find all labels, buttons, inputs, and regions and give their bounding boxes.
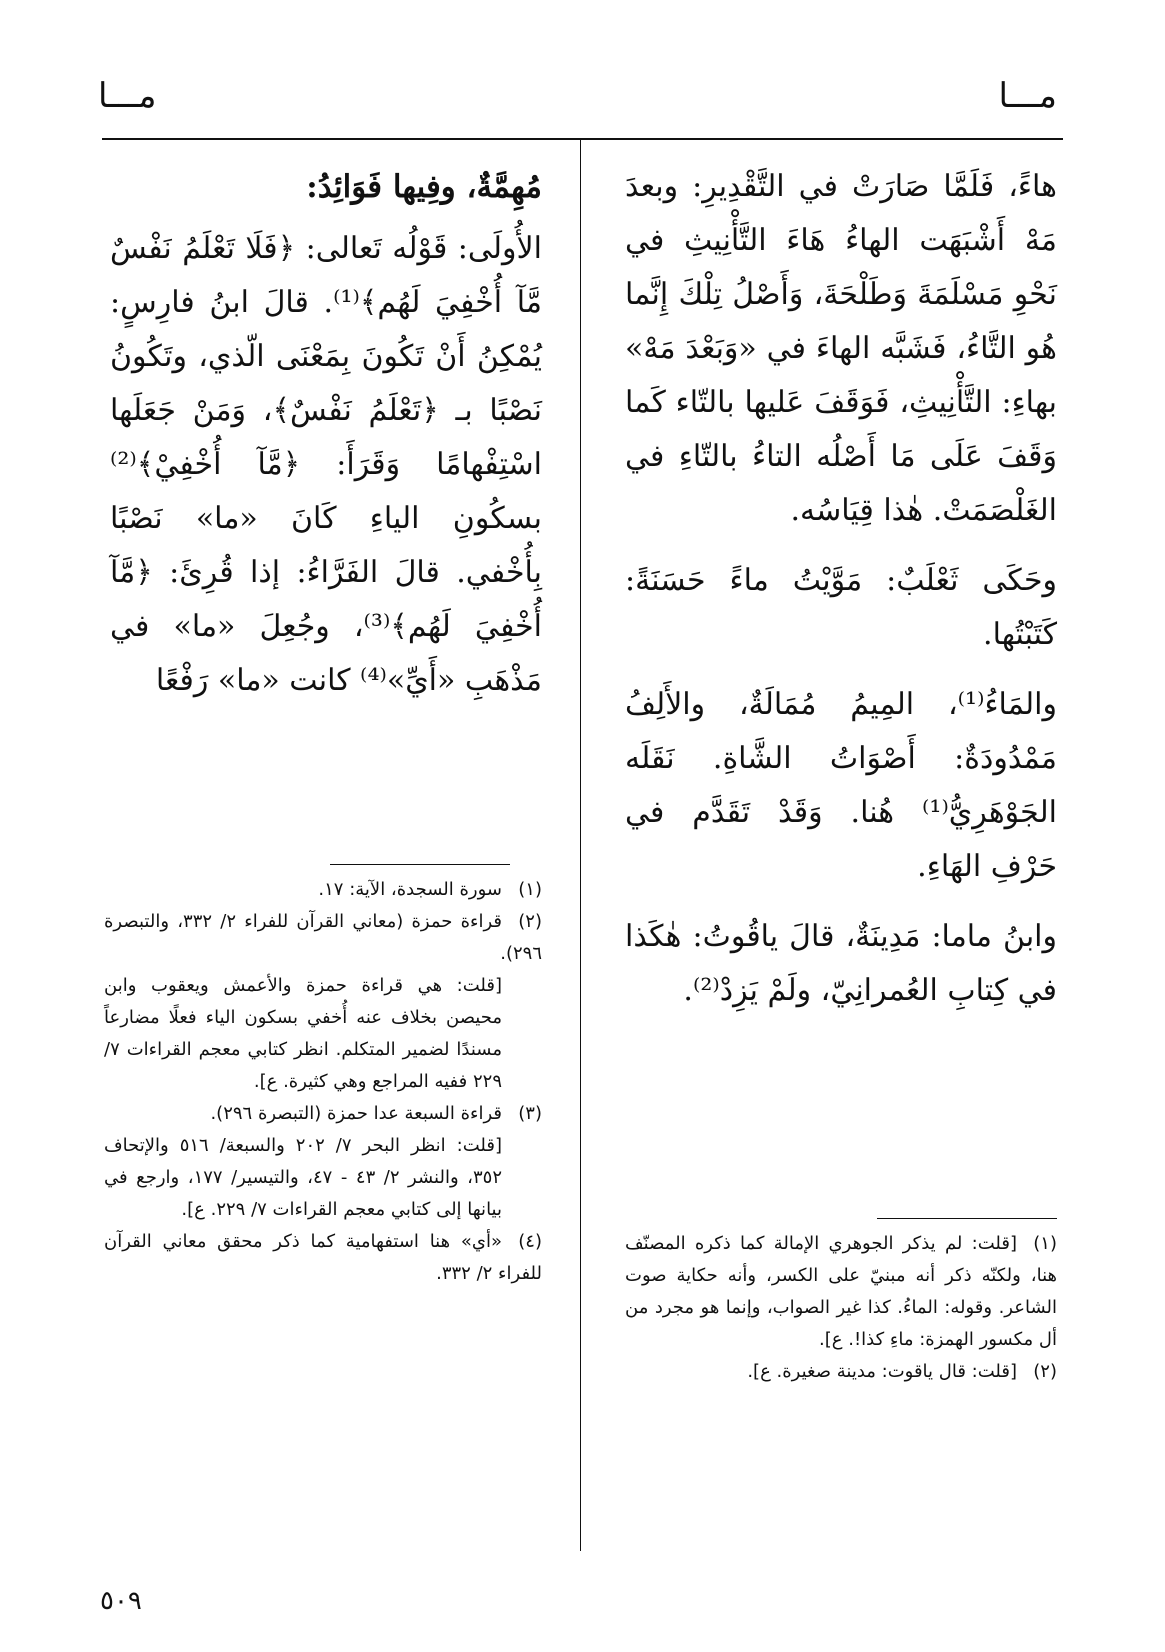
footnote-text: [قلت: لم يذكر الجوهري الإمالة كما ذكره المصنّف هنا، ولكنّه ذكر أنه مبنيّ على الكسر، وأنه حكاية صوت الشاعر. وقوله: الماءُ. كذا غير الصواب، وإنما هو مجرد من أل مكسور الهمزة: ماءِ كذا!. ع]. — [625, 1233, 1057, 1350]
footnote-number: (٢) — [518, 911, 542, 932]
right-paragraph-2: وحَكَى ثَعْلَبٌ: مَوَّيْتُ ماءً حَسَنَةً: كَتَبْتُها. — [625, 563, 1057, 652]
left-footnote-2 — [104, 906, 542, 970]
section-heading: مُهِمَّةٌ، وفِيها فَوَائِدُ: — [306, 169, 542, 205]
left-paragraph-1: الأُولَى: قَوْلُه تَعالى: ﴿فَلَا تَعْلَمُ نَفْسٌ مَّآ أُخْفِيَ لَهُم﴾⁽¹⁾. قالَ ابنُ فارِسٍ: يُمْكِنُ أَنْ تَكُونَ بِمَعْنَى الّذي، وتَكُونُ نَصْبًا بـ ﴿تَعْلَمُ نَفْسٌ﴾، وَمَنْ جَعَلَها اسْتِفْهامًا وَقَرَأَ: ﴿مَّآ أُخْفِيْ﴾⁽²⁾ بسكُونِ الياءِ كَانَ «ما» نَصْبًا بِأُخْفي. قالَ الفَرَّاءُ: إذا قُرِئَ: ﴿مَّآ أُخْفِيَ لَهُم﴾⁽³⁾، وجُعِلَ «ما» في مَذْهَبِ «أَيِّ»⁽⁴⁾ كانت «ما» رَفْعًا — [110, 231, 542, 698]
right-footnote-2 — [625, 1356, 1057, 1388]
footnote-number: (١) — [1033, 1233, 1057, 1254]
left-footnote-4 — [104, 1226, 542, 1290]
page-number: ٥٠٩ — [100, 1586, 142, 1616]
right-paragraph-4: وابنُ ماما: مَدِينَةٌ، قالَ ياقُوتُ: هٰكَذا في كِتابِ العُمرانِيّ، ولَمْ يَزِدْ⁽²⁾. — [625, 919, 1057, 1008]
footnote-text: [قلت: قال ياقوت: مدينة صغيرة. ع]. — [747, 1361, 1017, 1382]
footnote-number: (٢) — [1033, 1361, 1057, 1382]
right-footnotes — [625, 1228, 1057, 1388]
left-column — [110, 160, 542, 708]
left-footnote-2-note: [قلت: هي قراءة حمزة والأعمش ويعقوب وابن محيصن بخلاف عنه أُخفي بسكون الياء فعلًا مضارعاً مسندًا لضمير المتكلم. انظر كتابي معجم القراءات ٧/ ٢٢٩ ففيه المراجع وهي كثيرة. ع]. — [104, 975, 502, 1092]
left-footnote-1 — [104, 874, 542, 906]
footnote-text: «أي» هنا استفهامية كما ذكر محقق معاني القرآن للفراء ٢/ ٣٣٢. — [104, 1231, 542, 1284]
left-footnotes — [104, 874, 542, 1290]
left-footnote-rule — [330, 864, 510, 865]
running-header-right: مـــا — [998, 76, 1057, 116]
footnote-text: قراءة حمزة (معاني القرآن للفراء ٢/ ٣٣٢، والتبصرة ٢٩٦). — [104, 911, 542, 964]
footnote-number: (١) — [518, 879, 542, 900]
right-footnote-rule — [877, 1218, 1057, 1219]
footnote-text: سورة السجدة، الآية: ١٧. — [318, 879, 502, 900]
left-footnote-3-note: [قلت: انظر البحر ٧/ ٢٠٢ والسبعة/ ٥١٦ والإتحاف ٣٥٢، والنشر ٢/ ٤٣ - ٤٧، والتيسير/ ١٧٧، وارجع في بيانها إلى كتابي معجم القراءات ٧/ ٢٢٩. ع]. — [104, 1135, 502, 1220]
left-footnote-3 — [104, 1098, 542, 1130]
running-header-left: مـــا — [98, 76, 157, 116]
right-footnote-1 — [625, 1228, 1057, 1356]
footnote-text: قراءة السبعة عدا حمزة (التبصرة ٢٩٦). — [210, 1103, 502, 1124]
right-column — [625, 160, 1057, 1034]
right-paragraph-3: والمَاءُ⁽¹⁾، المِيمُ مُمَالَةٌ، والأَلِفُ مَمْدُودَةٌ: أَصْوَاتُ الشَّاةِ. نَقَلَه الجَوْهَرِيُّ⁽¹⁾ هُنا. وَقَدْ تَقَدَّم في حَرْفِ الهَاءِ. — [625, 687, 1057, 884]
column-divider — [580, 139, 581, 1551]
right-paragraph-1: هاءً، فَلَمَّا صَارَتْ في التَّقْدِيرِ: وبعدَ مَهْ أَشْبَهَت الهاءُ هَاءَ التَّأْنِيثِ في نَحْوِ مَسْلَمَةَ وَطَلْحَةَ، وَأَصْلُ تِلْكَ إِنَّما هُو التَّاءُ، فَشَبَّه الهاءَ في «وَبَعْدَ مَهْ» بهاءِ: التَّأْنِيثِ، فَوَقَفَ عَليها بالتّاء كَما وَقَفَ عَلَى مَا أَصْلُه التاءُ بالتّاءِ في الغَلْصَمَتْ. هٰذا قِيَاسُه. — [625, 169, 1057, 528]
header-rule — [102, 138, 1063, 140]
footnote-number: (٤) — [518, 1231, 542, 1252]
footnote-number: (٣) — [518, 1103, 542, 1124]
